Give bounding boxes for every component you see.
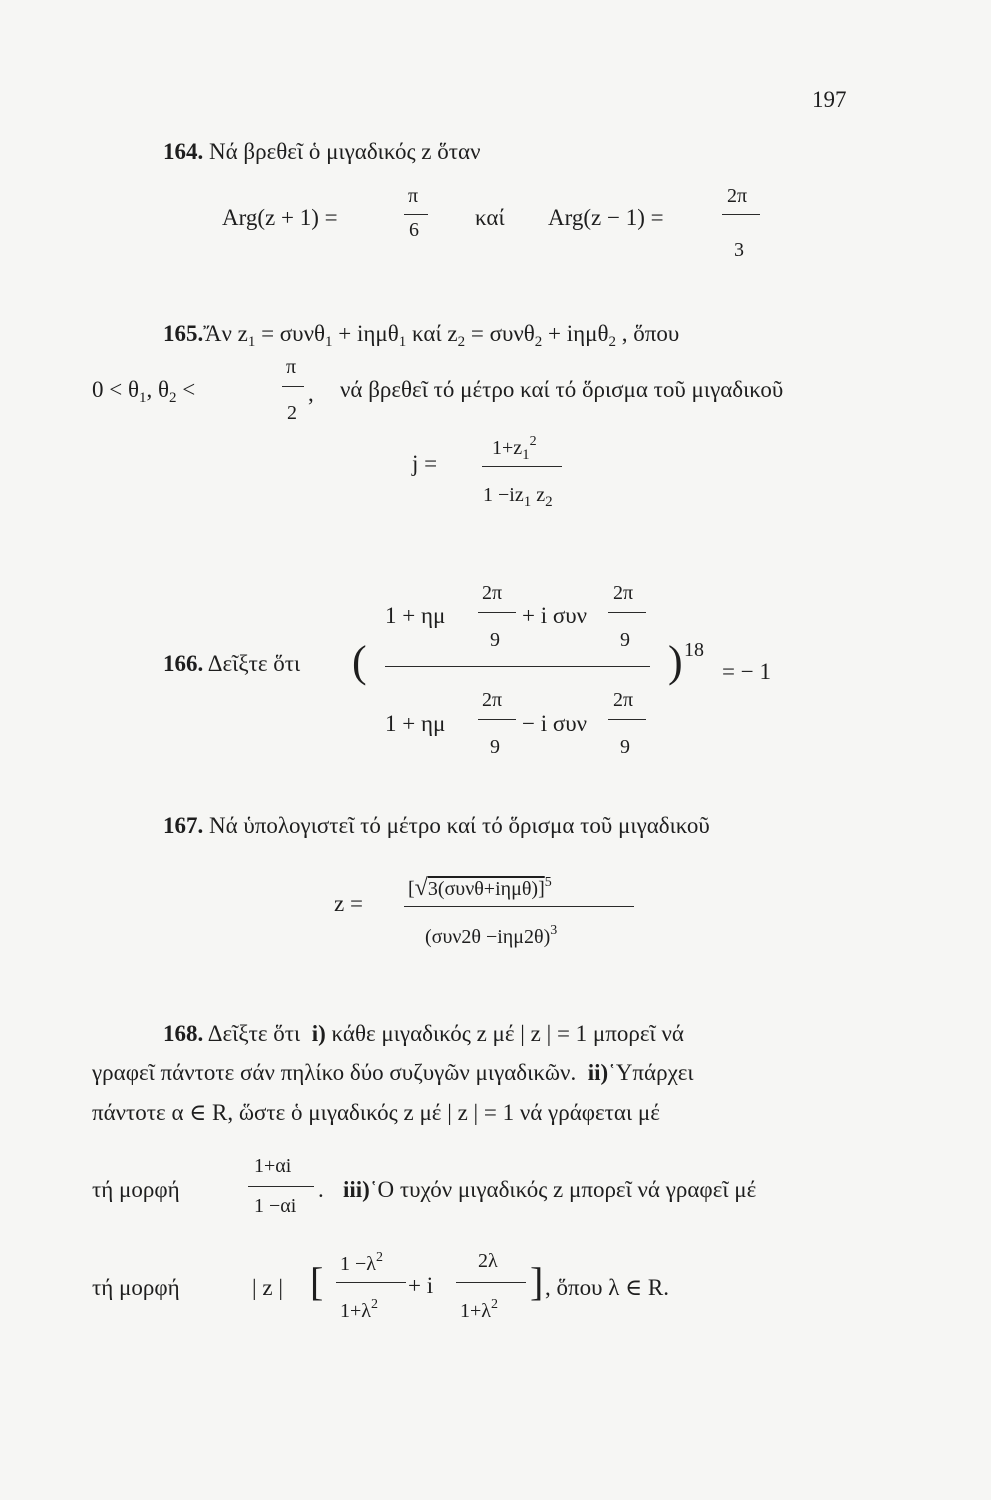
arg-z-plus-1: Arg(z + 1) =: [222, 205, 338, 230]
right-hand-side: = − 1: [722, 659, 771, 684]
fraction-numerator: 2π: [613, 689, 634, 711]
numerator-part: 1 + ημ: [385, 603, 446, 628]
z-equals: z =: [334, 891, 363, 916]
denominator-part: 1 + ημ: [385, 711, 446, 736]
fraction-numerator: 1+αi: [254, 1155, 292, 1177]
fraction-bar: [722, 214, 760, 215]
fraction-denominator: 6: [409, 219, 419, 241]
fraction-denominator: $1+\lambda^2$: [460, 1297, 498, 1322]
fraction-denominator: 9: [490, 736, 500, 758]
fraction-numerator: 2λ: [478, 1250, 498, 1272]
fraction-bar: [336, 1282, 406, 1283]
condition: $0 < \theta_1$, $\theta_2$ <: [92, 377, 196, 406]
period: .: [318, 1177, 324, 1202]
problem-166-line: [163, 652, 300, 675]
problem-text: νά βρεθεῖ τό μέτρο καί τό ὅρισμα τοῦ μιγαδικοῦ: [340, 377, 784, 402]
fraction-bar: [608, 612, 646, 613]
fraction-numerator: $[√3(\sigma\upsilon\nu\theta+i\eta\mu\theta)]^5$: [408, 875, 552, 901]
fraction-bar: [248, 1186, 314, 1187]
problem-text: Νά βρεθεῖ ὁ μιγαδικός z ὅταν: [209, 139, 481, 164]
problem-number: 164.: [163, 139, 204, 164]
fraction-denominator: 9: [490, 629, 500, 651]
sqrt-sign: √: [414, 875, 428, 901]
left-paren: (: [352, 637, 367, 686]
fraction-numerator: 2π: [613, 582, 634, 604]
problem-text: Δεῖξτε ὅτι: [207, 651, 301, 676]
fraction-bar: [404, 906, 634, 907]
comma: ,: [308, 381, 314, 406]
left-bracket: [: [310, 1259, 324, 1304]
fraction-bar: [478, 719, 516, 720]
modulus-z: | z |: [252, 1275, 283, 1300]
numerator-part: + i συν: [522, 603, 588, 628]
fraction-denominator: 9: [620, 736, 630, 758]
fraction-bar: [282, 386, 304, 387]
fraction-numerator: $1 -\lambda^2$: [340, 1250, 383, 1275]
right-bracket: ]: [530, 1259, 544, 1304]
denominator-part: − i συν: [522, 711, 588, 736]
fraction-denominator: $(\sigma\upsilon\nu 2\theta -i\eta\mu 2\theta)^3$: [425, 923, 558, 948]
plus-i: + i: [408, 1273, 434, 1298]
fraction-numerator: π: [408, 185, 419, 207]
problem-168-line-1: 168. Δεῖξτε ὅτι i) κάθε μιγαδικός z μέ | z | = 1 μπορεῖ νά: [163, 1021, 684, 1046]
problem-number: 166.: [163, 651, 204, 676]
page-number: 197: [812, 87, 847, 112]
problem-168-line-4: iii)῾Ο τυχόν μιγαδικός z μπορεῖ νά γραφεῖ μέ: [343, 1177, 757, 1202]
fraction-numerator: π: [286, 356, 297, 378]
problem-165-line-1: 165.Ἄν $z_1 = \sigma\upsilon\nu\theta_1 + i\eta\mu\theta_1$ καί $z_2 = \sigma\upsilon\nu\theta_2 + i\eta\mu\theta_2$ , ὅπου: [163, 321, 680, 350]
problem-168-line-3: πάντοτε α ∈ R, ὥστε ὁ μιγαδικός z μέ | z | = 1 νά γράφεται μέ: [92, 1100, 660, 1125]
form-label: τή μορφή: [92, 1177, 180, 1202]
right-paren: ): [668, 637, 683, 686]
problem-number: 168.: [163, 1021, 204, 1046]
fraction-denominator: 1 −αi: [254, 1195, 297, 1217]
problem-number: 165.: [163, 321, 204, 346]
fraction-denominator: 2: [287, 402, 297, 424]
fraction-bar: [404, 214, 428, 215]
problem-164-line: [163, 140, 480, 163]
fraction-numerator: 2π: [482, 689, 503, 711]
problem-text: Νά ὑπολογιστεῖ τό μέτρο καί τό ὅρισμα τοῦ μιγαδικοῦ: [209, 813, 710, 838]
problem-168-line-2: γραφεῖ πάντοτε σάν πηλίκο δύο συζυγῶν μιγαδικῶν. ii)῾Υπάρχει: [92, 1060, 694, 1085]
fraction-bar: [482, 466, 562, 467]
fraction-numerator: 2π: [727, 185, 748, 207]
fraction-denominator: $1+\lambda^2$: [340, 1297, 378, 1322]
fraction-bar: [608, 719, 646, 720]
problem-167-line: [163, 814, 710, 837]
problem-168-line-5-end: , ὅπου λ ∈ R.: [545, 1275, 670, 1300]
fraction-bar: [456, 1282, 526, 1283]
fraction-bar: [478, 612, 516, 613]
j-equals: j =: [412, 451, 438, 476]
problem-number: 167.: [163, 813, 204, 838]
main-fraction-bar: [385, 666, 650, 667]
fraction-denominator: $1 -iz_1$ $z_2$: [483, 484, 553, 510]
exponent: 18: [684, 639, 704, 661]
fraction-denominator: 9: [620, 629, 630, 651]
form-label: τή μορφή: [92, 1275, 180, 1300]
fraction-denominator: 3: [734, 239, 744, 261]
and-word: καί: [475, 205, 505, 230]
arg-z-minus-1: Arg(z − 1) =: [548, 205, 664, 230]
fraction-numerator: $1+z_1^2$: [492, 434, 537, 463]
fraction-numerator: 2π: [482, 582, 503, 604]
